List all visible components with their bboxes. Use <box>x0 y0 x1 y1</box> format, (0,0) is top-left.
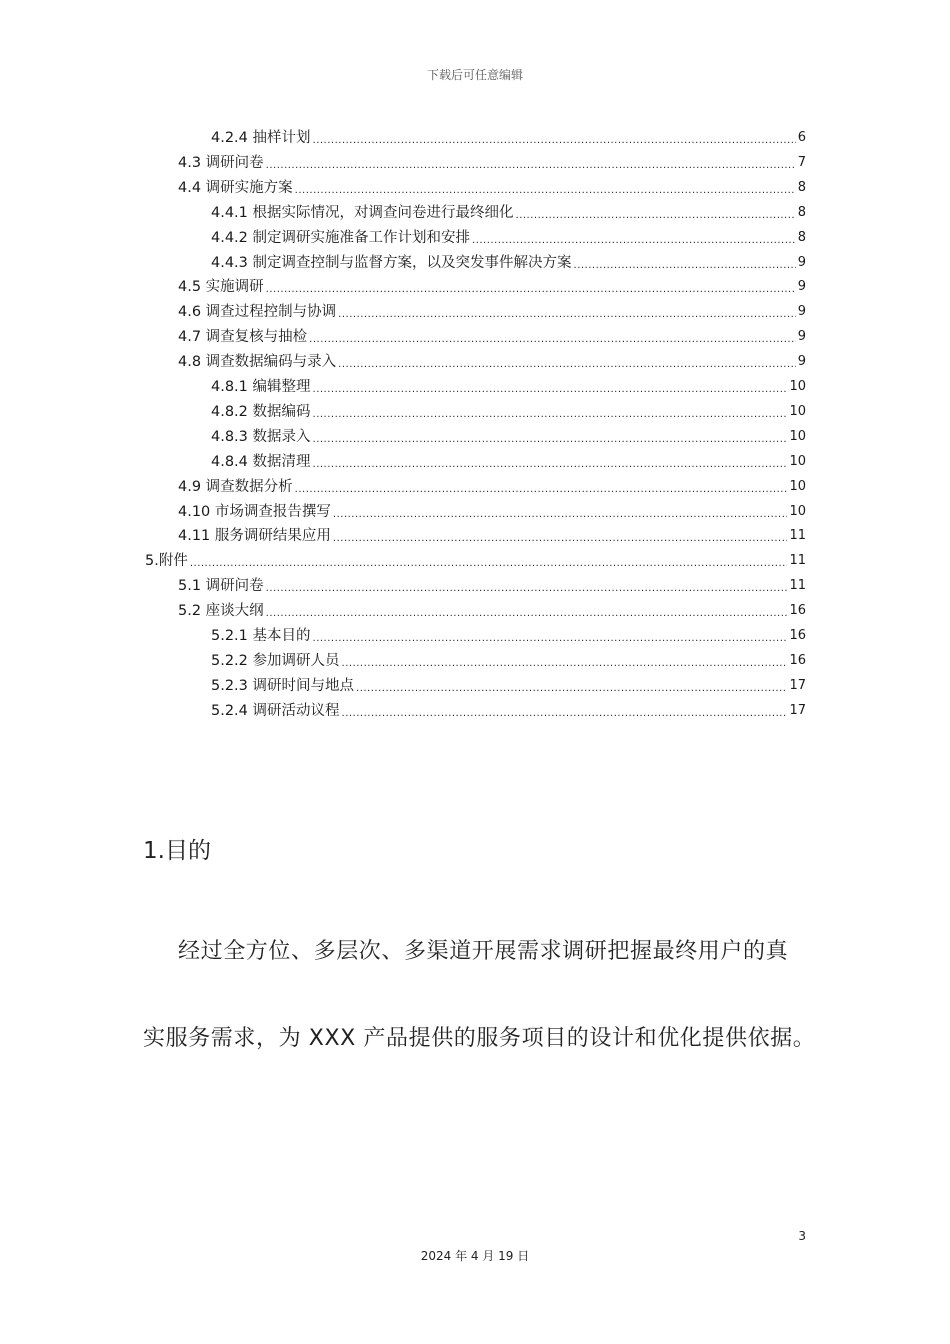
toc-entry[interactable] <box>178 599 806 621</box>
toc-entry-label: 5.2 座谈大纲 <box>178 603 264 620</box>
toc-entry-label: 5.2.1 基本目的 <box>211 628 311 644</box>
toc-entry-page: 10 <box>789 428 806 444</box>
toc-entry[interactable] <box>211 126 806 148</box>
footer-date: 2024 年 4 月 19 日 <box>420 1249 530 1263</box>
toc-entry-label: 4.4 调研实施方案 <box>178 179 293 196</box>
toc-entry-label: 4.9 调查数据分析 <box>178 478 293 495</box>
toc-entry-page: 16 <box>789 603 806 619</box>
toc-entry-page: 6 <box>797 130 806 145</box>
toc-entry-label: 4.4.1 根据实际情况，对调查问卷进行最终细化 <box>211 204 514 221</box>
toc-entry[interactable] <box>145 549 806 571</box>
toc-entry-page: 8 <box>797 179 806 195</box>
toc-entry-label: 5.2.2 参加调研人员 <box>211 652 340 669</box>
toc-entry-label: 4.11 服务调研结果应用 <box>178 528 331 545</box>
toc-leader-dots <box>342 651 788 671</box>
toc-leader-dots <box>472 228 796 248</box>
toc-leader-dots <box>313 402 788 422</box>
toc-entry-page: 9 <box>797 304 806 320</box>
toc-entry[interactable] <box>211 699 806 721</box>
toc-leader-dots <box>313 128 796 148</box>
toc-leader-dots <box>309 327 796 347</box>
toc-leader-dots <box>333 502 788 522</box>
toc-entry-page: 8 <box>797 229 806 245</box>
toc-leader-dots <box>313 377 788 397</box>
toc-entry-page: 10 <box>789 503 806 519</box>
toc-entry-page: 8 <box>797 204 806 220</box>
toc-entry-label: 4.3 调研问卷 <box>178 154 264 171</box>
toc-entry-label: 4.7 调查复核与抽检 <box>178 329 308 346</box>
toc-entry-label: 4.8.3 数据录入 <box>211 428 311 445</box>
toc-entry-page: 10 <box>789 379 806 394</box>
toc-entry-label: 4.8.1 编辑整理 <box>211 379 311 395</box>
page-number: 3 <box>798 1229 806 1243</box>
toc-leader-dots <box>333 526 788 546</box>
toc-entry[interactable] <box>178 275 806 297</box>
toc-leader-dots <box>342 701 788 721</box>
toc-leader-dots <box>313 427 788 447</box>
paragraph-line-2: 实服务需求，为 XXX 产品提供的服务项目的设计和优化提供依据。 <box>143 1026 816 1051</box>
toc-entry[interactable] <box>211 649 806 671</box>
toc-entry-label: 4.5 实施调研 <box>178 279 264 296</box>
toc-entry-label: 4.8.2 数据编码 <box>211 403 311 420</box>
toc-entry[interactable] <box>178 151 806 173</box>
toc-entry-label: 4.2.4 抽样计划 <box>211 130 311 146</box>
toc-entry-label: 5.2.4 调研活动议程 <box>211 702 340 719</box>
toc-entry-page: 11 <box>789 578 806 594</box>
paragraph-line-1: 经过全方位、多层次、多渠道开展需求调研把握最终用户的真 <box>178 939 789 964</box>
toc-entry[interactable] <box>211 226 806 248</box>
toc-leader-dots <box>516 203 796 223</box>
toc-entry-label: 4.8 调查数据编码与录入 <box>178 354 337 371</box>
toc-entry-page: 9 <box>797 254 806 270</box>
toc-entry-page: 17 <box>789 677 806 693</box>
toc-leader-dots <box>295 477 788 497</box>
toc-entry-page: 16 <box>789 628 806 643</box>
toc-entry[interactable] <box>211 251 806 273</box>
toc-entry-label: 4.4.3 制定调查控制与监督方案，以及突发事件解决方案 <box>211 254 572 271</box>
toc-entry[interactable] <box>211 375 806 397</box>
toc-entry[interactable] <box>211 674 806 696</box>
toc-entry[interactable] <box>211 400 806 422</box>
toc-entry-page: 10 <box>789 478 806 494</box>
section-heading: 1.目的 <box>143 838 211 864</box>
toc-entry-page: 17 <box>789 702 806 718</box>
toc-entry-page: 11 <box>789 528 806 544</box>
toc-entry-label: 4.4.2 制定调研实施准备工作计划和安排 <box>211 229 471 246</box>
toc-entry[interactable] <box>178 325 806 347</box>
toc-entry-page: 7 <box>797 154 806 170</box>
toc-entry-label: 5.1 调研问卷 <box>178 578 264 595</box>
toc-leader-dots <box>356 676 787 696</box>
toc-entry[interactable] <box>211 624 806 646</box>
toc-entry-page: 9 <box>797 279 806 295</box>
toc-entry-page: 9 <box>797 354 806 370</box>
toc-leader-dots <box>313 452 788 472</box>
toc-leader-dots <box>295 178 796 198</box>
toc-leader-dots <box>338 302 796 322</box>
toc-entry-page: 10 <box>789 403 806 419</box>
toc-leader-dots <box>190 551 788 571</box>
toc-entry[interactable] <box>211 425 806 447</box>
toc-leader-dots <box>266 576 788 596</box>
toc-leader-dots <box>338 352 796 372</box>
toc-entry-label: 5.附件 <box>145 553 188 570</box>
toc-entry[interactable] <box>178 350 806 372</box>
toc-entry-label: 4.8.4 数据清理 <box>211 453 311 470</box>
toc-entry-page: 16 <box>789 652 806 668</box>
toc-entry[interactable] <box>178 500 806 522</box>
toc-leader-dots <box>266 153 796 173</box>
toc-leader-dots <box>574 253 796 273</box>
toc-entry[interactable] <box>178 524 806 546</box>
page-header: 下载后可任意编辑 <box>426 68 523 82</box>
toc-entry[interactable] <box>178 475 806 497</box>
toc-entry[interactable] <box>178 300 806 322</box>
toc-leader-dots <box>266 277 796 297</box>
toc-entry-label: 5.2.3 调研时间与地点 <box>211 677 355 694</box>
toc-leader-dots <box>313 626 788 646</box>
toc-entry-label: 4.10 市场调查报告撰写 <box>178 503 331 520</box>
toc-entry-page: 9 <box>797 329 806 345</box>
toc-entry[interactable] <box>178 574 806 596</box>
toc-leader-dots <box>266 601 788 621</box>
toc-entry-page: 10 <box>789 453 806 469</box>
toc-entry[interactable] <box>211 450 806 472</box>
toc-entry-label: 4.6 调查过程控制与协调 <box>178 304 337 321</box>
toc-entry-page: 11 <box>789 553 806 569</box>
toc-entry[interactable] <box>211 201 806 223</box>
toc-entry[interactable] <box>178 176 806 198</box>
